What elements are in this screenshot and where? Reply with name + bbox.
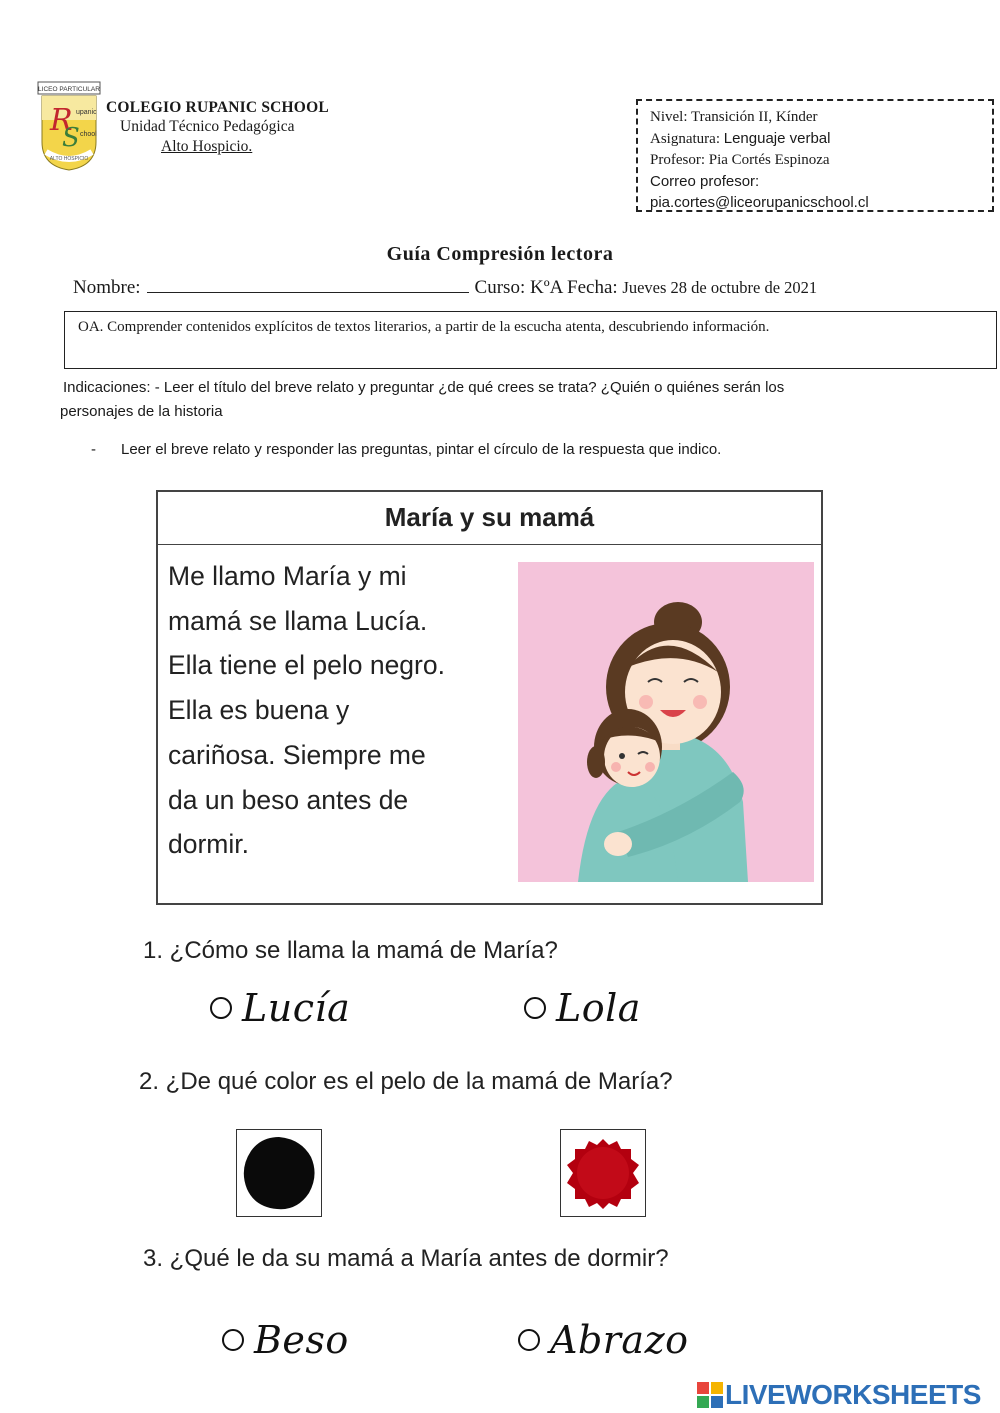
story-line: mamá se llama Lucía.: [168, 605, 428, 636]
story-line: cariñosa. Siempre me: [168, 739, 426, 770]
red-color-blob-icon: [563, 1133, 643, 1213]
school-city: Alto Hospicio.: [161, 138, 253, 155]
svg-text:R: R: [50, 103, 73, 138]
info-correo-value: pia.cortes@liceorupanicschool.cl: [650, 194, 869, 211]
answer-circle-icon[interactable]: [210, 997, 232, 1019]
svg-text:chool: chool: [80, 131, 97, 138]
story-line: Ella es buena y: [168, 695, 350, 726]
info-profesor: Profesor: Pia Cortés Espinoza: [650, 152, 830, 168]
info-nivel: Nivel: Transición II, Kínder: [650, 109, 818, 125]
fecha-value: Jueves 28 de octubre de 2021: [622, 278, 818, 297]
q1-option-lucia[interactable]: [210, 986, 350, 1030]
asignatura-label: Asignatura:: [650, 131, 724, 147]
story-box: [156, 490, 823, 905]
school-unit: Unidad Técnico Pedagógica: [120, 118, 295, 135]
option-label: Abrazo: [550, 1318, 689, 1362]
name-line: [73, 274, 817, 299]
q3-option-beso[interactable]: [222, 1318, 349, 1362]
q2-option-black[interactable]: [236, 1129, 322, 1217]
liveworksheets-icon: [697, 1382, 723, 1408]
school-logo: [36, 80, 102, 172]
story-line: da un beso antes de: [168, 784, 409, 815]
black-color-blob-icon: [239, 1133, 319, 1213]
info-correo-label: Correo profesor:: [650, 173, 760, 190]
answer-circle-icon[interactable]: [524, 997, 546, 1019]
option-label: Lola: [556, 986, 641, 1030]
logo-bottom-text: ALTO HOSPICIO: [49, 156, 89, 162]
instructions-line-3: Leer el breve relato y responder las preguntas, pintar el círculo de la respuesta que indico.: [121, 441, 722, 458]
question-1: 1. ¿Cómo se llama la mamá de María?: [143, 937, 558, 964]
answer-circle-icon[interactable]: [222, 1329, 244, 1351]
info-asignatura: [650, 128, 992, 150]
story-line: Me llamo María y mi: [168, 561, 407, 591]
option-label: Lucía: [242, 986, 351, 1030]
info-box: [636, 99, 994, 212]
curso-label: Curso: KºA Fecha:: [474, 277, 618, 298]
mother-daughter-illustration: [518, 562, 814, 882]
svg-text:S: S: [62, 123, 80, 153]
answer-circle-icon[interactable]: [518, 1329, 540, 1351]
question-2: 2. ¿De qué color es el pelo de la mamá de María?: [139, 1068, 673, 1095]
objective-text: OA. Comprender contenidos explícitos de textos literarios, a partir de la escucha atenta, descubriendo información.: [78, 319, 770, 335]
liveworksheets-text: LIVEWORKSHEETS: [725, 1379, 981, 1410]
instructions-bullet: -: [91, 441, 96, 458]
nombre-input-line[interactable]: [147, 274, 469, 293]
story-text: [168, 554, 508, 867]
story-line: Ella tiene el pelo negro.: [168, 650, 445, 681]
page-title: Guía Compresión lectora: [386, 243, 614, 265]
q2-option-red[interactable]: [560, 1129, 646, 1217]
svg-text:upanic: upanic: [76, 109, 97, 116]
school-name: COLEGIO RUPANIC SCHOOL: [106, 99, 329, 116]
liveworksheets-logo: [697, 1378, 997, 1412]
question-3: 3. ¿Qué le da su mamá a María antes de dormir?: [143, 1245, 669, 1272]
asignatura-value: Lenguaje verbal: [723, 130, 831, 147]
q3-option-abrazo[interactable]: [518, 1318, 689, 1362]
instructions-line-2: personajes de la historia: [60, 403, 223, 420]
story-title: María y su mamá: [158, 492, 821, 545]
story-line: dormir.: [168, 829, 249, 860]
logo-top-text: LICEO PARTICULAR: [38, 86, 100, 93]
option-label: Beso: [254, 1318, 349, 1362]
nombre-label: Nombre:: [73, 277, 141, 298]
instructions-line-1: Indicaciones: - Leer el título del breve relato y preguntar ¿de qué crees se trata? ¿Quién o quiénes serán los: [63, 379, 785, 396]
objective-box: [64, 311, 997, 369]
q1-option-lola[interactable]: [524, 986, 641, 1030]
